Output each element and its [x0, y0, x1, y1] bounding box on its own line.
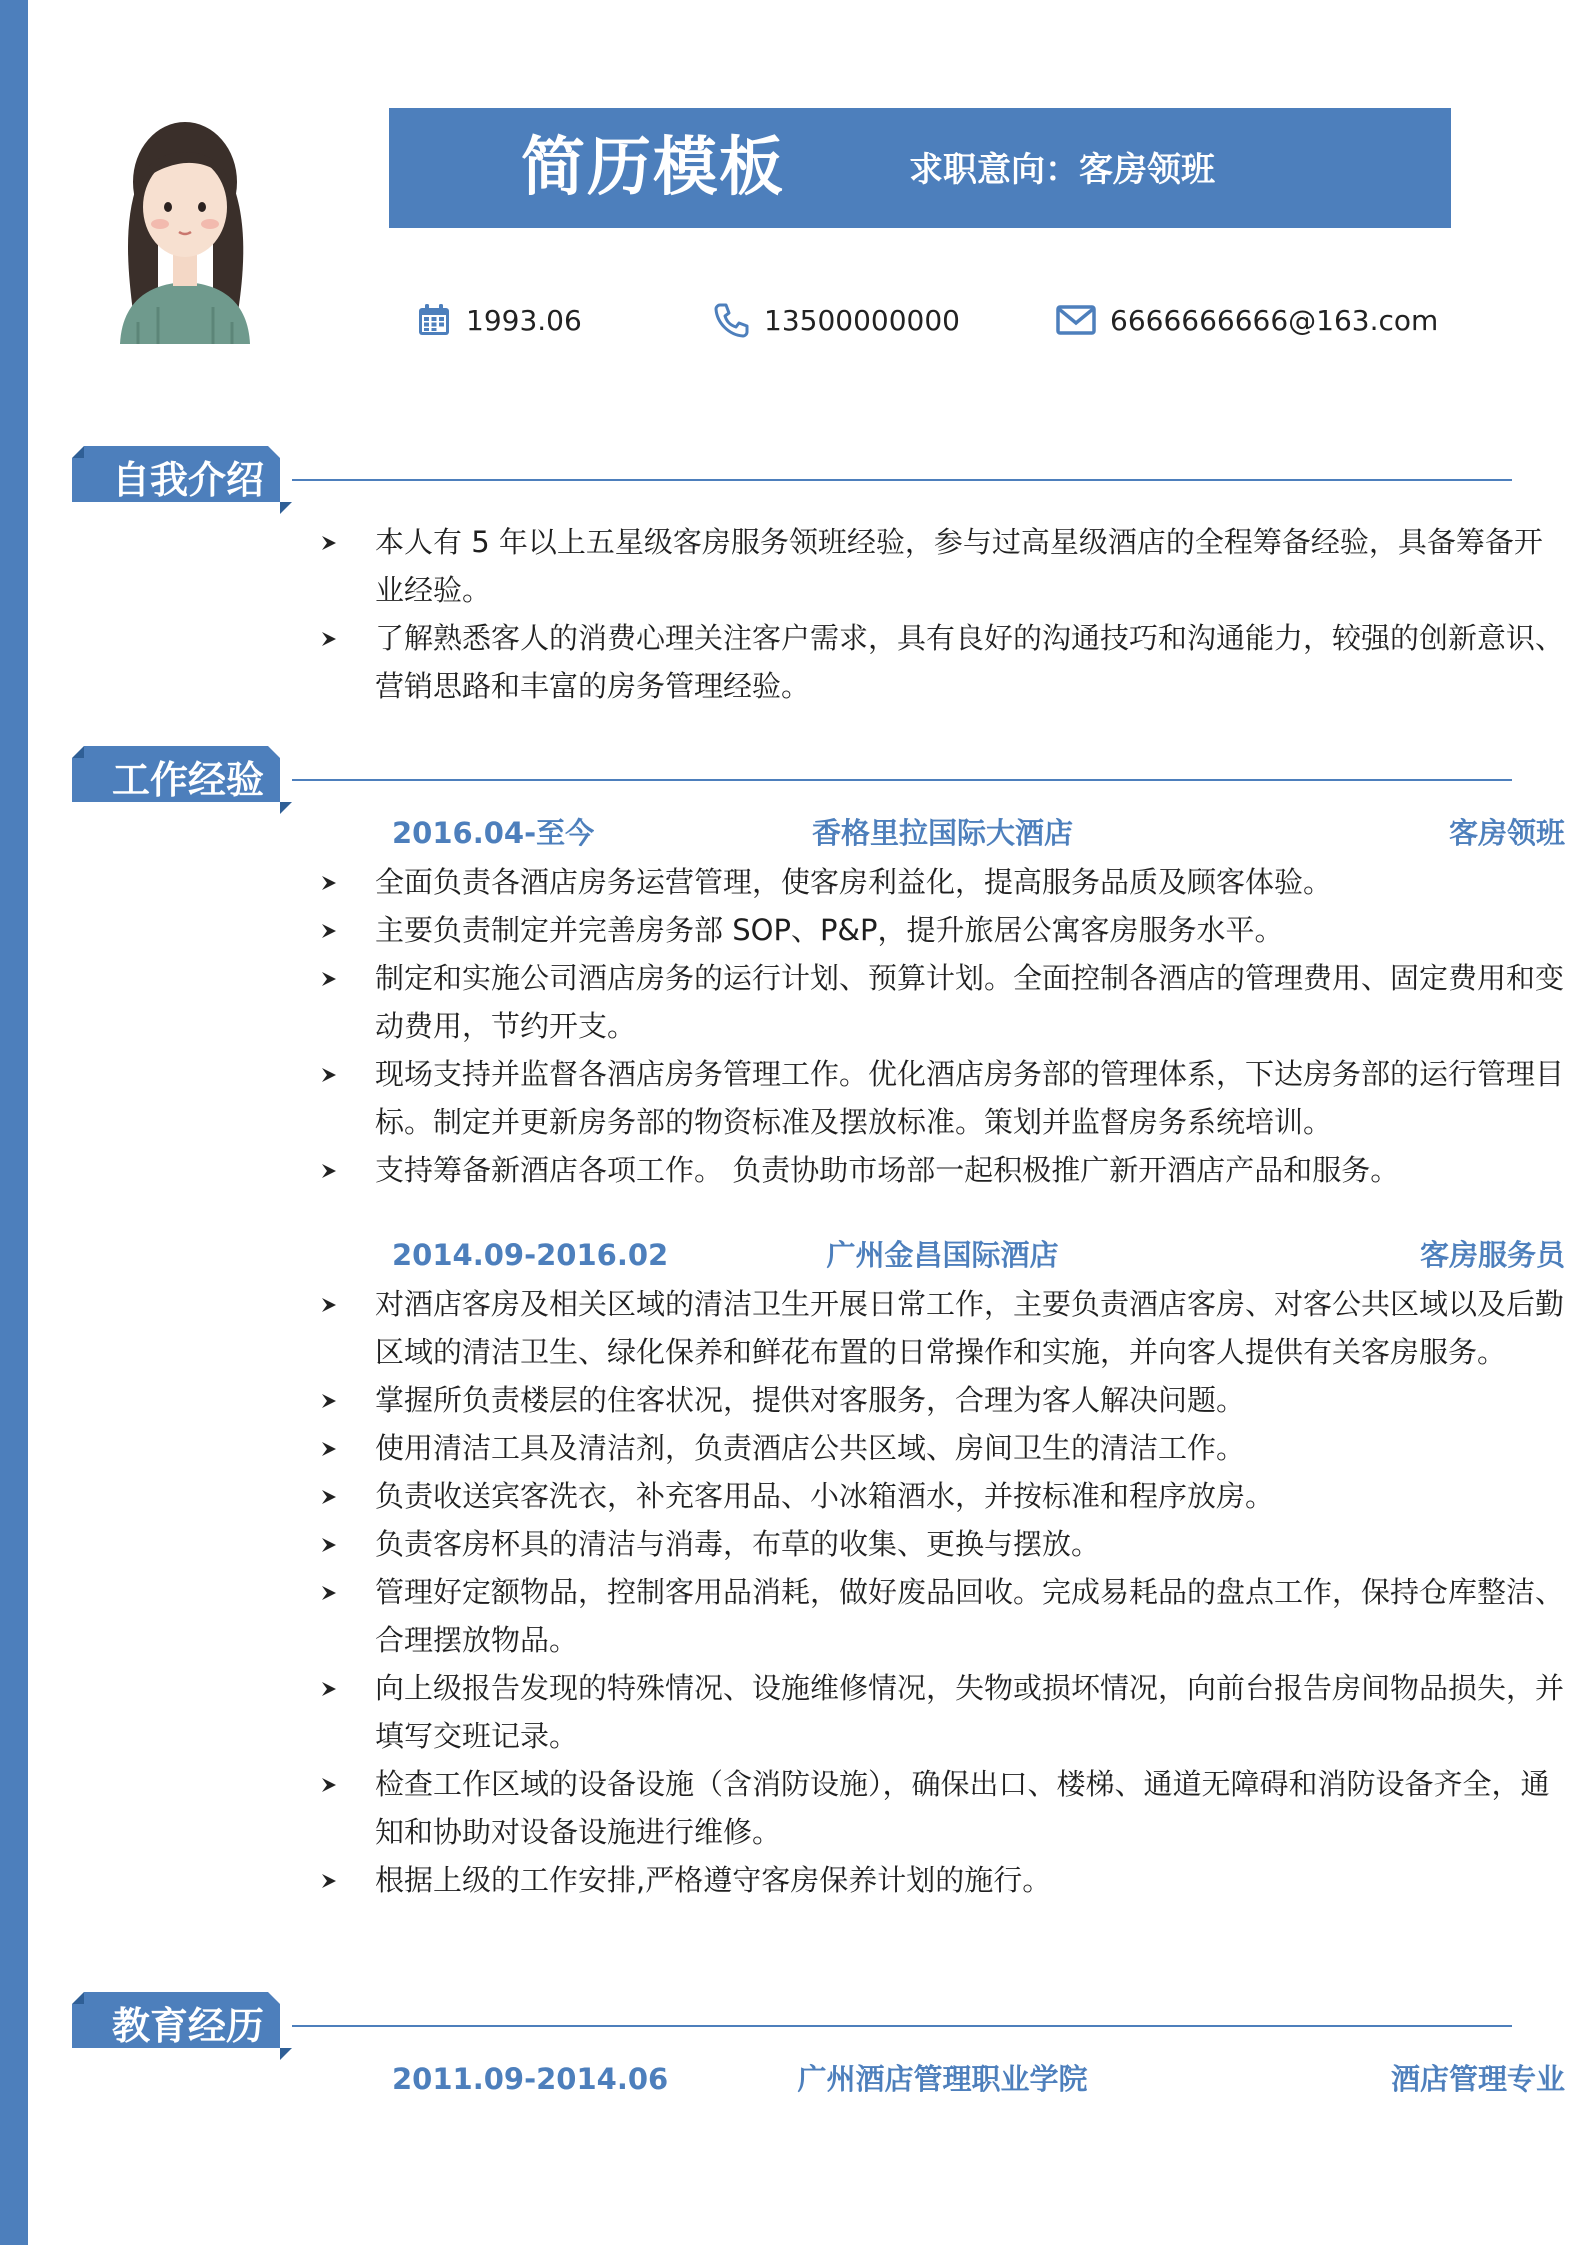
arrow-bullet-icon [320, 1872, 338, 1890]
job-role: 客房服务员 [1419, 1238, 1565, 1272]
list-item: 负责客房杯具的清洁与消毒，布草的收集、更换与摆放。 [320, 1520, 1565, 1568]
job-header [320, 1230, 1565, 1280]
job-header [320, 808, 1565, 858]
left-accent-bar [0, 0, 28, 2245]
phone-icon [712, 301, 750, 339]
avatar [118, 112, 252, 344]
list-item: 使用清洁工具及清洁剂，负责酒店公共区域、房间卫生的清洁工作。 [320, 1424, 1565, 1472]
education-date: 2011.09-2014.06 [392, 2062, 669, 2096]
education-school: 广州酒店管理职业学院 [797, 2062, 1088, 2096]
job-duties [320, 1280, 1565, 1904]
arrow-bullet-icon [320, 1296, 338, 1314]
job-duties [320, 858, 1565, 1194]
list-item: 掌握所负责楼层的住客状况，提供对客服务，合理为客人解决问题。 [320, 1376, 1565, 1424]
arrow-bullet-icon [320, 534, 338, 552]
contact-birth [416, 298, 582, 342]
resume-title: 简历模板 [521, 131, 785, 205]
contact-phone [712, 298, 960, 342]
list-item: 制定和实施公司酒店房务的运行计划、预算计划。全面控制各酒店的管理费用、固定费用和变动费用，节约开支。 [320, 954, 1565, 1050]
calendar-icon [416, 302, 452, 338]
list-item: 现场支持并监督各酒店房务管理工作。优化酒店房务部的管理体系，下达房务部的运行管理目标。制定并更新房务部的物资标准及摆放标准。策划并监督房务系统培训。 [320, 1050, 1565, 1146]
contact-email [1056, 298, 1438, 342]
email-value: 6666666666@163.com [1110, 303, 1439, 337]
list-item: 支持筹备新酒店各项工作。 负责协助市场部一起积极推广新开酒店产品和服务。 [320, 1146, 1565, 1194]
job-date: 2014.09-2016.02 [392, 1238, 669, 1272]
section-header [72, 446, 1512, 528]
phone-value: 13500000000 [764, 303, 960, 337]
list-item: 检查工作区域的设备设施（含消防设施），确保出口、楼梯、通道无障碍和消防设备齐全，通知和协助对设备设施进行维修。 [320, 1760, 1565, 1856]
list-item: 向上级报告发现的特殊情况、设施维修情况，失物或损坏情况，向前台报告房间物品损失，并填写交班记录。 [320, 1664, 1565, 1760]
arrow-bullet-icon [320, 1536, 338, 1554]
list-item: 管理好定额物品，控制客用品消耗，做好废品回收。完成易耗品的盘点工作，保持仓库整洁、合理摆放物品。 [320, 1568, 1565, 1664]
job-role: 客房领班 [1448, 816, 1565, 850]
arrow-bullet-icon [320, 630, 338, 648]
birth-value: 1993.06 [466, 303, 582, 337]
list-item: 本人有 5 年以上五星级客房服务领班经验，参与过高星级酒店的全程筹备经验，具备筹备开业经验。 [320, 518, 1565, 614]
education-row [320, 2054, 1565, 2104]
arrow-bullet-icon [320, 1584, 338, 1602]
section-title: 教育经历 [112, 2004, 265, 2048]
list-item: 全面负责各酒店房务运营管理，使客房利益化，提高服务品质及顾客体验。 [320, 858, 1565, 906]
email-icon [1056, 303, 1096, 337]
job-date: 2016.04-至今 [392, 816, 595, 850]
section-intro [72, 446, 1565, 710]
section-divider [292, 2025, 1512, 2027]
arrow-bullet-icon [320, 1488, 338, 1506]
arrow-bullet-icon [320, 874, 338, 892]
arrow-bullet-icon [320, 922, 338, 940]
intro-list [320, 518, 1565, 710]
job-objective: 求职意向：客房领班 [909, 150, 1215, 190]
list-item: 了解熟悉客人的消费心理关注客户需求，具有良好的沟通技巧和沟通能力，较强的创新意识、营销思路和丰富的房务管理经验。 [320, 614, 1565, 710]
section-divider [292, 479, 1512, 481]
list-item: 负责收送宾客洗衣，补充客用品、小冰箱酒水，并按标准和程序放房。 [320, 1472, 1565, 1520]
list-item: 根据上级的工作安排,严格遵守客房保养计划的施行。 [320, 1856, 1565, 1904]
section-work [72, 746, 1565, 1904]
arrow-bullet-icon [320, 1162, 338, 1180]
job-company: 香格里拉国际大酒店 [811, 816, 1073, 850]
section-title: 自我介绍 [112, 458, 265, 502]
education-major: 酒店管理专业 [1390, 2062, 1565, 2096]
arrow-bullet-icon [320, 1680, 338, 1698]
section-title: 工作经验 [112, 758, 265, 802]
section-education [72, 1992, 1565, 2104]
arrow-bullet-icon [320, 970, 338, 988]
job-company: 广州金昌国际酒店 [826, 1238, 1059, 1272]
section-divider [292, 779, 1512, 781]
arrow-bullet-icon [320, 1392, 338, 1410]
arrow-bullet-icon [320, 1440, 338, 1458]
list-item: 主要负责制定并完善房务部 SOP、P&P，提升旅居公寓客房服务水平。 [320, 906, 1565, 954]
title-banner [389, 108, 1451, 228]
arrow-bullet-icon [320, 1776, 338, 1794]
arrow-bullet-icon [320, 1066, 338, 1084]
list-item: 对酒店客房及相关区域的清洁卫生开展日常工作，主要负责酒店客房、对客公共区域以及后勤区域的清洁卫生、绿化保养和鲜花布置的日常操作和实施，并向客人提供有关客房服务。 [320, 1280, 1565, 1376]
